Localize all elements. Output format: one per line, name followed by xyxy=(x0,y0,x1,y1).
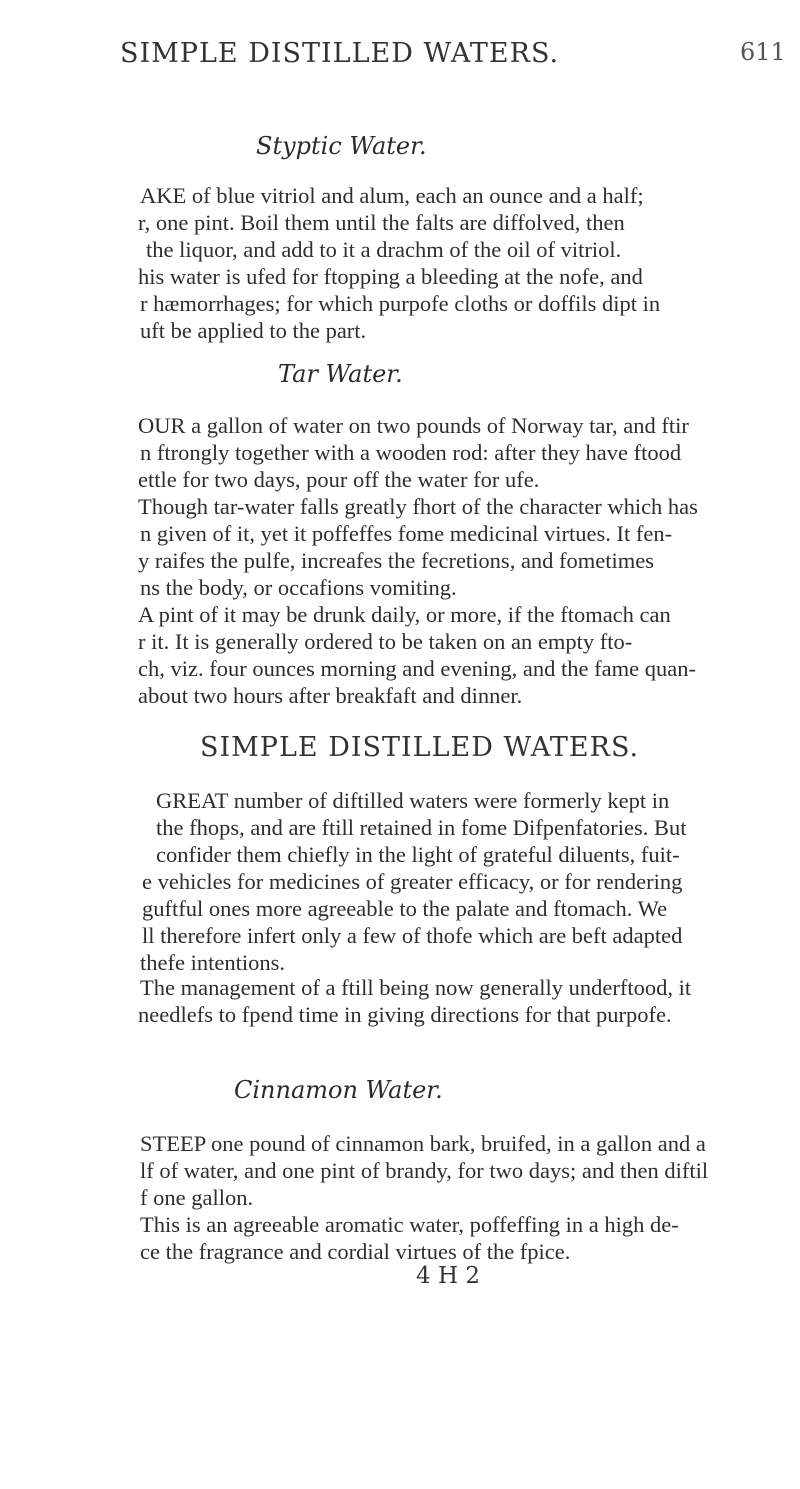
text-line: ce the fragrance and cordial virtues of the fpice. xyxy=(140,1239,571,1264)
text-line: the fhops, and are ftill retained in fome Difpenfatories. But xyxy=(156,815,687,840)
tar-water-heading: Tar Water. xyxy=(278,360,403,388)
styptic-water-heading: Styptic Water. xyxy=(256,132,427,160)
text-line: his water is ufed for ftopping a bleeding at the nofe, and xyxy=(138,264,643,289)
simple-distilled-waters-heading: SIMPLE DISTILLED WATERS. xyxy=(200,732,640,763)
text-line: ns the body, or occafions vomiting. xyxy=(140,575,457,600)
text-line: A pint of it may be drunk daily, or more, if the ftomach can xyxy=(138,602,671,627)
text-line: y raifes the pulfe, increafes the fecretions, and fometimes xyxy=(138,548,655,573)
text-line: r hæmorrhages; for which purpofe cloths or doffils dipt in xyxy=(140,291,661,316)
text-line: guftful ones more agreeable to the palate and ftomach. We xyxy=(142,896,668,921)
running-head: SIMPLE DISTILLED WATERS. xyxy=(120,38,560,69)
text-line: uft be applied to the part. xyxy=(140,318,367,343)
text-line: The management of a ftill being now generally underftood, it xyxy=(140,975,692,1000)
text-line: thefe intentions. xyxy=(140,950,285,975)
text-line: lf of water, and one pint of brandy, for two days; and then diftil xyxy=(140,1158,709,1183)
text-line: confider them chiefly in the light of grateful diluents, fuit- xyxy=(156,842,680,867)
text-line: f one gallon. xyxy=(140,1185,254,1210)
text-line: r it. It is generally ordered to be taken on an empty fto- xyxy=(138,629,633,654)
text-line: This is an agreeable aromatic water, poffeffing in a high de- xyxy=(140,1212,679,1237)
text-line: OUR a gallon of water on two pounds of Norway tar, and ftir xyxy=(138,413,689,438)
text-line: STEEP one pound of cinnamon bark, bruifed, in a gallon and a xyxy=(140,1131,706,1156)
text-line: e vehicles for medicines of greater efficacy, or for rendering xyxy=(142,869,683,894)
signature-mark: 4 H 2 xyxy=(416,1263,480,1289)
text-line: n given of it, yet it poffeffes fome medicinal virtues. It fen- xyxy=(140,521,673,546)
text-line: ettle for two days, pour off the water for ufe. xyxy=(138,467,540,492)
text-line: r, one pint. Boil them until the falts are diffolved, then xyxy=(138,210,625,235)
text-line: needlefs to fpend time in giving directions for that purpofe. xyxy=(138,1002,672,1027)
page-number: 611 xyxy=(740,38,786,66)
cinnamon-water-heading: Cinnamon Water. xyxy=(234,1076,443,1104)
text-line: about two hours after breakfaft and dinner. xyxy=(138,683,523,708)
text-line: GREAT number of diftilled waters were formerly kept in xyxy=(156,788,670,813)
text-line: Though tar-water falls greatly fhort of the character which has xyxy=(138,494,698,519)
text-line: AKE of blue vitriol and alum, each an ounce and a half; xyxy=(140,183,644,208)
text-line: ll therefore infert only a few of thofe which are beft adapted xyxy=(142,923,683,948)
text-line: ch, viz. four ounces morning and evening, and the fame quan- xyxy=(138,656,696,681)
text-line: n ftrongly together with a wooden rod: after they have ftood xyxy=(140,440,682,465)
text-line: the liquor, and add to it a drachm of the oil of vitriol. xyxy=(146,237,622,262)
